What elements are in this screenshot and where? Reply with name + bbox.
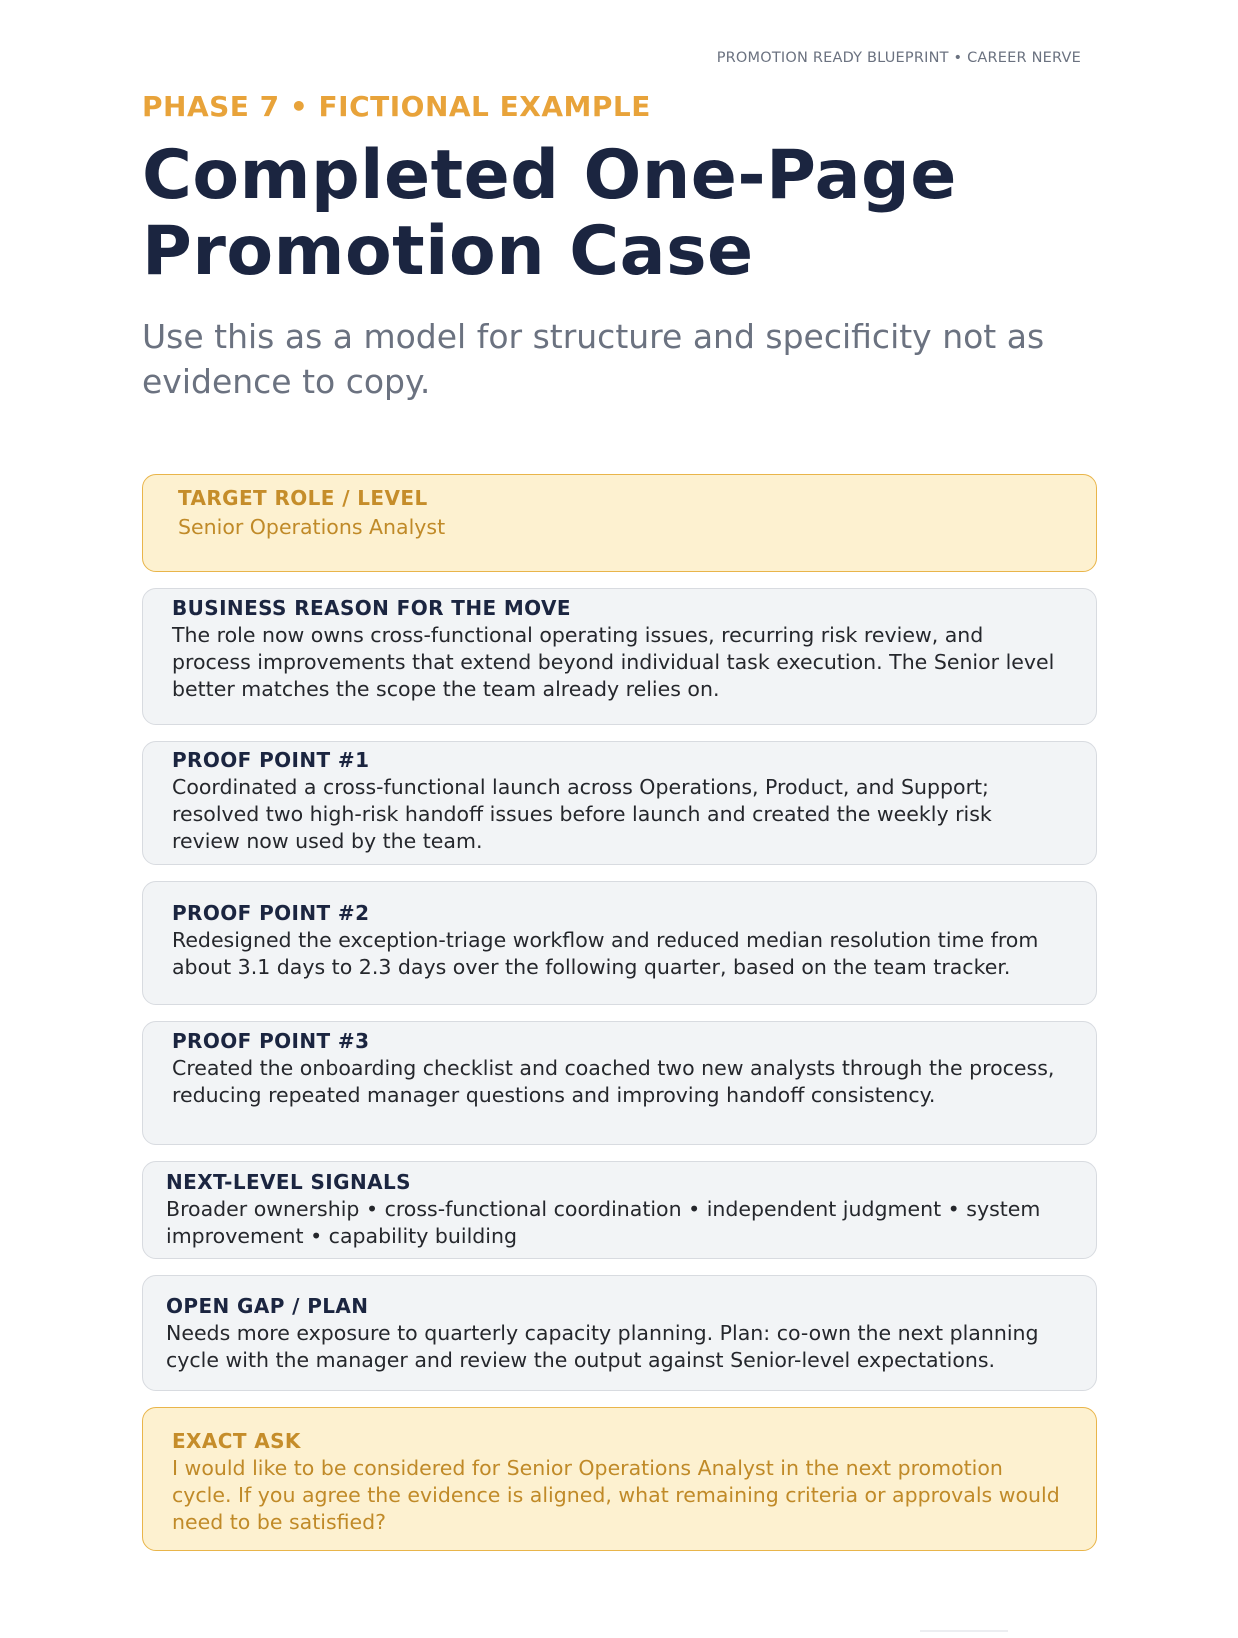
- footer-divider: [920, 1630, 1008, 1632]
- card-body: Broader ownership • cross-functional coordination • independent judgment • system improvement • capability building: [166, 1197, 1041, 1248]
- exact-ask-card: [142, 1407, 1097, 1551]
- card-title: NEXT-LEVEL SIGNALS: [166, 1170, 411, 1194]
- business-reason-card: [142, 588, 1097, 725]
- proof-point-3-card: [142, 1021, 1097, 1145]
- proof-point-2-card: [142, 881, 1097, 1005]
- intro: [142, 88, 1097, 404]
- card-title: BUSINESS REASON FOR THE MOVE: [172, 596, 571, 620]
- card-title: PROOF POINT #1: [172, 748, 370, 772]
- card-title: TARGET ROLE / LEVEL: [178, 486, 428, 510]
- card-title: EXACT ASK: [172, 1429, 301, 1453]
- running-header: PROMOTION READY BLUEPRINT • CAREER NERVE: [716, 50, 1081, 66]
- phase-eyebrow: PHASE 7 • FICTIONAL EXAMPLE: [142, 90, 651, 123]
- card-title: PROOF POINT #3: [172, 1029, 370, 1053]
- page-title: Completed One-Page Promotion Case: [142, 136, 957, 291]
- next-level-signals-card: [142, 1161, 1097, 1259]
- card-body: Needs more exposure to quarterly capacity planning. Plan: co-own the next planning cycle with the manager and review the output against Senior-level expectations.: [166, 1321, 1039, 1372]
- promotion-case-cards: [142, 474, 1097, 1567]
- card-body: Senior Operations Analyst: [178, 515, 446, 539]
- card-body: Redesigned the exception-triage workflow and reduced median resolution time from about 3.1 days to 2.3 days over the following quarter, based on the team tracker.: [172, 928, 1039, 979]
- card-body: Coordinated a cross-functional launch across Operations, Product, and Support; resolved two high-risk handoff issues before launch and created the weekly risk review now used by the team.: [172, 775, 992, 853]
- card-title: OPEN GAP / PLAN: [166, 1294, 369, 1318]
- target-role-card: [142, 474, 1097, 572]
- page-subtitle: Use this as a model for structure and specificity not as evidence to copy.: [142, 317, 1045, 401]
- card-body: I would like to be considered for Senior Operations Analyst in the next promotion cycle. If you agree the evidence is aligned, what remaining criteria or approvals would need to be satisfied?: [172, 1456, 1060, 1534]
- proof-point-1-card: [142, 741, 1097, 865]
- card-body: Created the onboarding checklist and coached two new analysts through the process, reducing repeated manager questions and improving handoff consistency.: [172, 1056, 1055, 1107]
- open-gap-plan-card: [142, 1275, 1097, 1391]
- card-body: The role now owns cross-functional operating issues, recurring risk review, and process improvements that extend beyond individual task execution. The Senior level better matches the scope the team already relies on.: [172, 623, 1055, 701]
- card-title: PROOF POINT #2: [172, 901, 370, 925]
